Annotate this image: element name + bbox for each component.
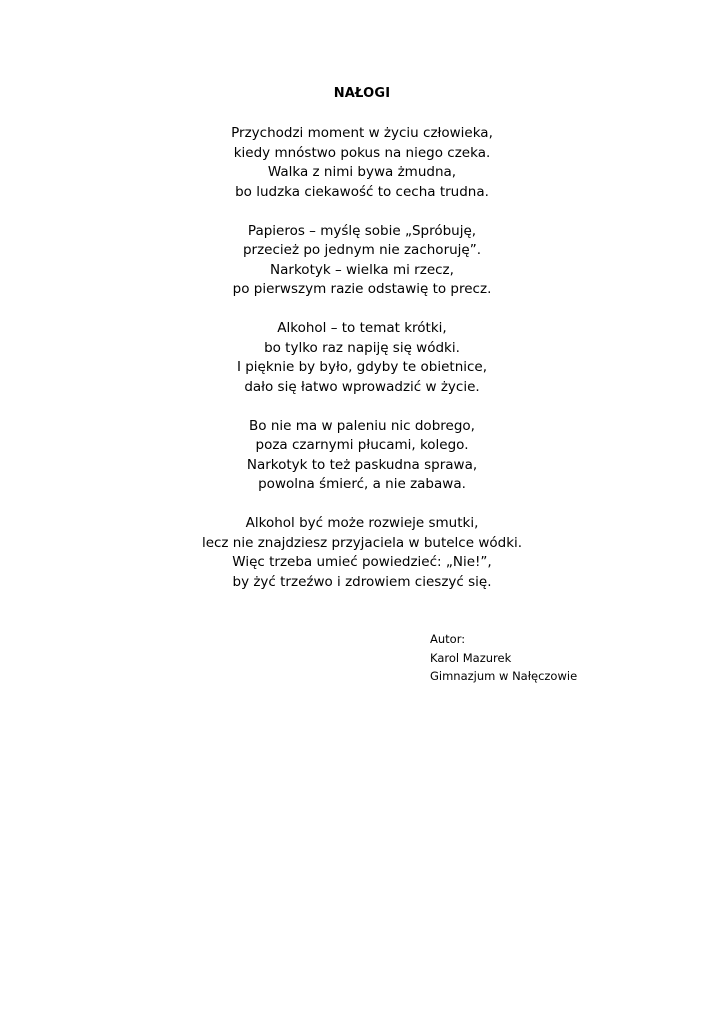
poem-line: Alkohol – to temat krótki,	[277, 320, 447, 336]
poem-line: bo tylko raz napiję się wódki.	[264, 339, 460, 356]
author-school: Gimnazjum w Nałęczowie	[430, 669, 578, 683]
poem-line: Narkotyk – wielka mi rzecz,	[270, 261, 454, 278]
poem-body	[0, 124, 724, 612]
poem-line: Walka z nimi bywa żmudna,	[267, 164, 457, 180]
poem-line: lecz nie znajdziesz przyjaciela w butelce wódki.	[201, 534, 523, 551]
stanza-4	[0, 417, 724, 495]
stanza-2	[0, 222, 724, 300]
poem-line: by żyć trzeźwo i zdrowiem cieszyć się.	[232, 573, 492, 590]
poem-line: bo ludzka ciekawość to cecha trudna.	[235, 183, 489, 200]
poem-line: Przychodzi moment w życiu człowieka,	[231, 125, 493, 141]
poem-line: powolna śmierć, a nie zabawa.	[258, 476, 466, 492]
poem-line: po pierwszym razie odstawię to precz.	[232, 281, 492, 297]
poem-line: Alkohol być może rozwieje smutki,	[245, 515, 479, 531]
stanza-1	[0, 124, 724, 202]
poem-line: Bo nie ma w paleniu nic dobrego,	[249, 417, 475, 434]
stanza-3	[0, 319, 724, 397]
poem-line: I pięknie by było, gdyby te obietnice,	[236, 359, 488, 375]
stanza-5	[0, 514, 724, 592]
poem-line: Narkotyk to też paskudna sprawa,	[246, 456, 478, 473]
poem-title: NAŁOGI	[333, 86, 391, 101]
poem-line: dało się łatwo wprowadzić w życie.	[244, 378, 480, 395]
author-label: Autor:	[430, 632, 466, 646]
poem-line: przecież po jednym nie zachoruję”.	[242, 242, 482, 258]
poem-line: poza czarnymi płucami, kolego.	[255, 437, 469, 453]
poem-line: Papieros – myślę sobie „Spróbuję,	[247, 222, 477, 239]
poem-line: Więc trzeba umieć powiedzieć: „Nie!”,	[232, 554, 492, 570]
author-block	[430, 630, 577, 686]
poem-line: kiedy mnóstwo pokus na niego czeka.	[233, 144, 491, 161]
author-name: Karol Mazurek	[430, 650, 512, 665]
